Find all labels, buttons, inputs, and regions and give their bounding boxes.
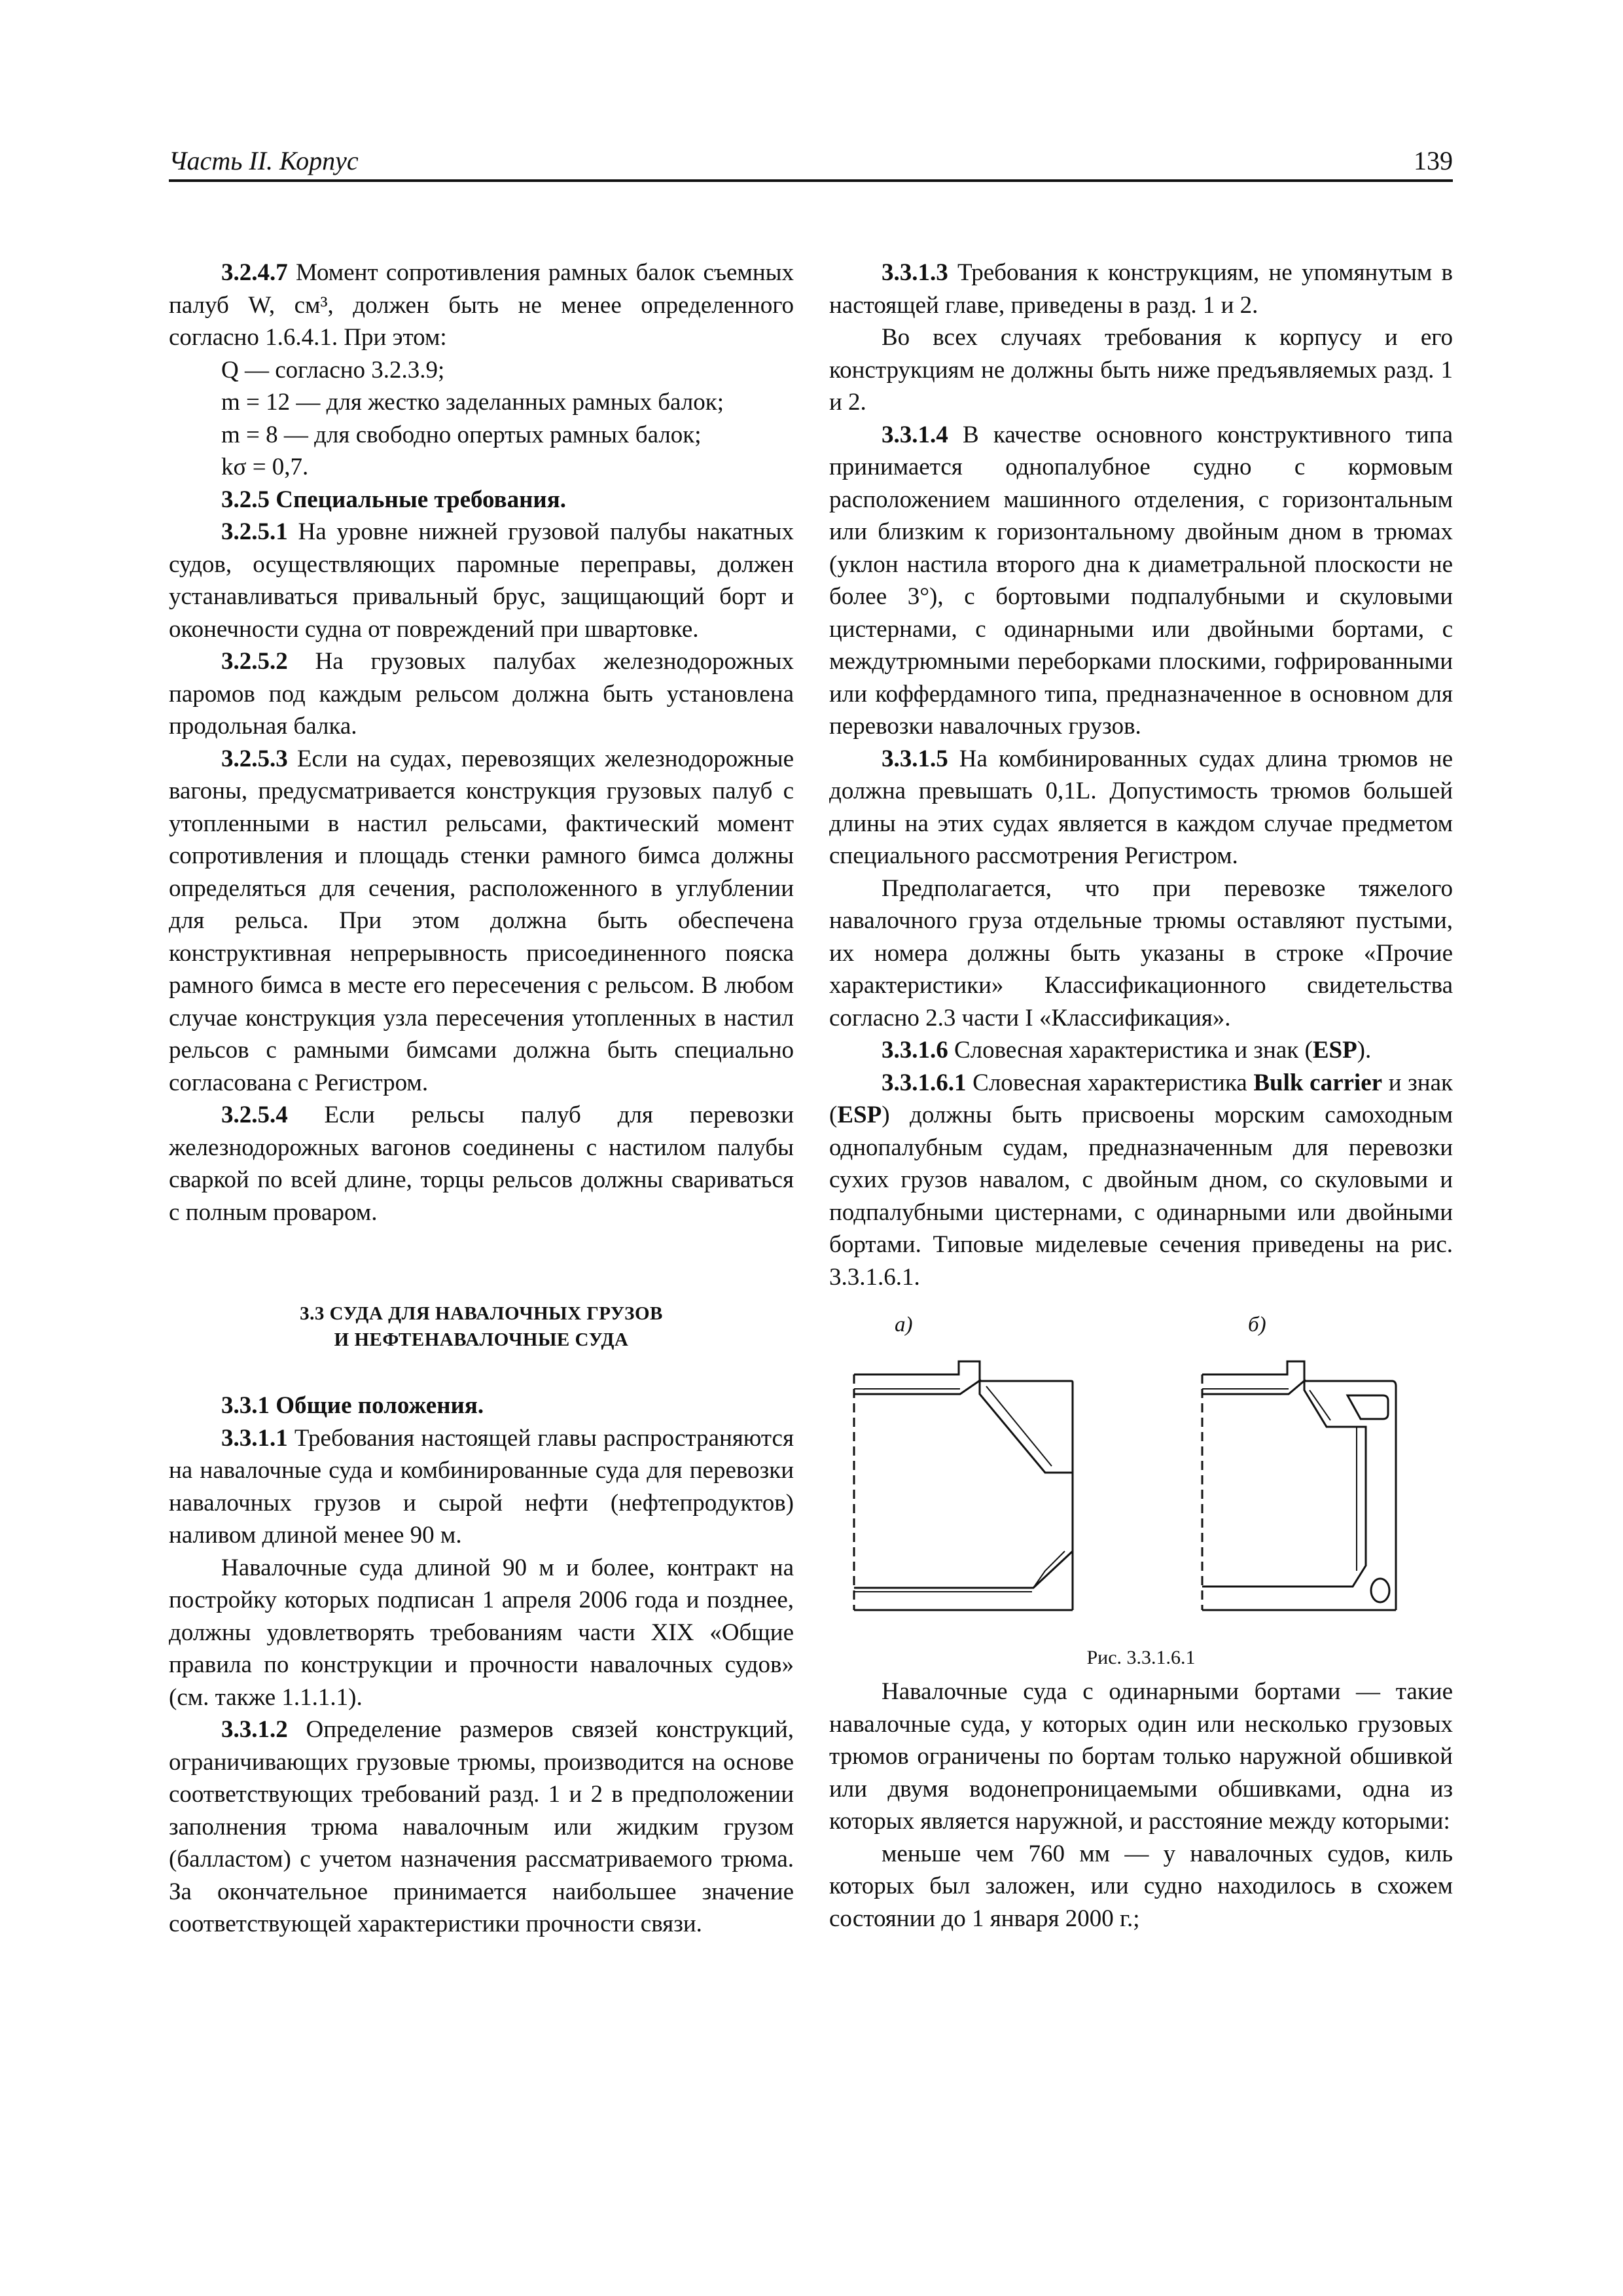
page-number: 139 <box>1414 146 1453 175</box>
paragraph-text: В качестве основного конструктивного типа принимается однопалубное судно с кормовым расположением машинного отделения, с горизонтальным или близким к горизонтальному двойным дном в трюмах (уклон настила второго дна к диаметральной плоскости не более 3°), с бортовыми подпалубными и скуловыми цистернами, с одинарными или двойными бортами, с междутрюмными переборками плоскими, гофрированными или коффердамного типа, предназначенное в основном для перевозки навалочных грузов. <box>829 421 1453 740</box>
clause-number: 3.3.1.1 <box>221 1424 288 1452</box>
paragraph-3-2-5-4 <box>169 1099 794 1229</box>
paragraph-3-2-5-2 <box>169 645 794 743</box>
paragraph-text: Если рельсы палуб для перевозки железнодорожных вагонов соединены с настилом палубы сваркой по всей длине, торцы рельсов должны свариваться с полным проваром. <box>169 1102 794 1226</box>
paragraph-text: На комбинированных судах длина трюмов не должна превышать 0,1L. Допустимость трюмов большей длины на этих судах является в каждом случае предметом специального рассмотрения Регистром. <box>829 745 1453 869</box>
figure-label-b: б) <box>1248 1313 1266 1336</box>
paragraph-single-side-definition: Навалочные суда с одинарными бортами — такие навалочные суда, у которых один или несколько грузовых трюмов ограничены по бортам только наружной обшивкой или двумя водонепроницаемыми обшивками, одна из которых является наружной, и расстояние между которыми: <box>829 1678 1453 1835</box>
midship-section-single-side <box>854 1361 1073 1610</box>
clause-number: 3.3.1.6 <box>882 1037 948 1064</box>
clause-number: 3.3.1.5 <box>882 745 948 772</box>
paragraph-bulk-carriers-90m: Навалочные суда длиной 90 м и более, контракт на постройку которых подписан 1 апреля 2006 года и позднее, должны удовлетворять требованиям части XIX «Общие правила по конструкции и прочности навалочных судов» (см. также 1.1.1.1). <box>169 1554 794 1711</box>
paragraph-3-2-5-3 <box>169 743 794 1100</box>
paragraph-text: и знак ( <box>829 1069 1453 1128</box>
paragraph-text: Момент сопротивления рамных балок съемных палуб W, см³, должен быть не менее определенного согласно 1.6.4.1. При этом: <box>169 259 794 351</box>
midship-sections-drawing <box>829 1335 1453 1636</box>
paragraph-text: Если на судах, перевозящих железнодорожные вагоны, предусматривается конструкция грузовых палуб с утопленными в настил рельсами, фактический момент сопротивления и площадь стенки рамного бимса должны определяться для сечения, расположенного в углублении для рельса. При этом должна быть обеспечена конструктивная непрерывность присоединенного пояска рамного бимса в месте его пересечения с рельсом. В любом случае конструкция узла пересечения утопленных в настил рельсов с рамными бимсами должна быть специально согласована с Регистром. <box>169 745 794 1096</box>
esp-mark: ESP <box>837 1102 882 1128</box>
paragraph-text: Требования к конструкциям, не упомянутым в настоящей главе, приведены в разд. 1 и 2. <box>829 259 1453 319</box>
formula-line-m12: m = 12 — для жестко заделанных рамных балок; <box>221 389 724 416</box>
clause-number: 3.3.1.6.1 <box>882 1069 967 1096</box>
paragraph-text: Определение размеров связей конструкций, ограничивающих грузовые трюмы, производится на основе соответствующих требований разд. 1 и 2 в предположении заполнения трюма навалочным или жидким грузом (балластом) с учетом назначения рассматриваемого трюма. За окончательное принимается наибольшее значение соответствующей характеристики прочности связи. <box>169 1716 794 1937</box>
paragraph-3-3-1-1 <box>169 1422 794 1552</box>
figure-caption: Рис. 3.3.1.6.1 <box>1086 1647 1196 1668</box>
paragraph-3-3-1-3 <box>829 257 1453 321</box>
clause-number: 3.3.1.3 <box>882 259 948 286</box>
clause-number: 3.2.5.2 <box>221 648 288 675</box>
paragraph-text: Словесная характеристика и знак ( <box>948 1037 1313 1064</box>
paragraph-requirements-all-cases: Во всех случаях требования к корпусу и его конструкциям не должны быть ниже предъявляемых разд. 1 и 2. <box>829 324 1453 416</box>
paragraph-text: На грузовых палубах железнодорожных паромов под каждым рельсом должна быть установлена продольная балка. <box>169 648 794 740</box>
paragraph-text-end: ). <box>1357 1037 1372 1064</box>
left-column <box>169 257 794 1941</box>
clause-number: 3.2.5.4 <box>221 1102 288 1128</box>
figure-3-3-1-6-1 <box>829 1309 1453 1676</box>
header-rule <box>169 179 1453 182</box>
formula-line-m8: m = 8 — для свободно опертых рамных балок; <box>221 421 702 448</box>
paragraph-text: На уровне нижней грузовой палубы накатных судов, осуществляющих паромные переправы, должен устанавливаться привальный брус, защищающий борт и оконечности судна от повреждений при швартовке. <box>169 518 794 643</box>
clause-number: 3.3.1.4 <box>882 421 948 448</box>
paragraph-3-3-1-4 <box>829 419 1453 743</box>
paragraph-3-2-4-7 <box>169 257 794 354</box>
paragraph-heavy-cargo: Предполагается, что при перевозке тяжелого навалочного груза отдельные трюмы оставляют пустыми, их номера должны быть указаны в строке «Прочие характеристики» Классификационного свидетельства согласно 2.3 части I «Классификация». <box>829 874 1453 1031</box>
clause-number: 3.2.4.7 <box>221 259 288 286</box>
subsection-heading-3-2-5: 3.2.5 Специальные требования. <box>221 486 566 513</box>
running-header-title: Часть II. Корпус <box>169 146 359 175</box>
formula-line-k-sigma: kσ = 0,7. <box>221 454 309 480</box>
paragraph-3-3-1-6 <box>829 1034 1453 1067</box>
paragraph-text: Словесная характеристика <box>966 1069 1254 1096</box>
figure-label-a: а) <box>895 1313 913 1336</box>
running-header <box>169 145 1453 181</box>
formula-line-q: Q — согласно 3.2.3.9; <box>221 356 445 384</box>
clause-number: 3.2.5.1 <box>221 518 288 545</box>
clause-number: 3.2.5.3 <box>221 745 288 772</box>
subsection-heading-3-3-1: 3.3.1 Общие положения. <box>221 1392 484 1419</box>
right-column <box>829 257 1453 1935</box>
esp-mark: ESP <box>1312 1037 1357 1064</box>
paragraph-text: Требования настоящей главы распространяются на навалочные суда и комбинированные суда для перевозки навалочных грузов и сырой нефти (нефтепродуктов) наливом длиной менее 90 м. <box>169 1424 794 1549</box>
clause-number: 3.3.1.2 <box>221 1716 288 1743</box>
paragraph-text: ) должны быть присвоены морским самоходным однопалубным судам, предназначенным для перевозки сухих грузов навалом, с двойным дном, со скуловыми и подпалубными цистернами, с одинарными или двойными бортами. Типовые миделевые сечения приведены на рис. 3.3.1.6.1. <box>829 1102 1453 1291</box>
paragraph-3-2-5-1 <box>169 516 794 645</box>
section-heading-line: 3.3 СУДА ДЛЯ НАВАЛОЧНЫХ ГРУЗОВ <box>300 1303 663 1324</box>
paragraph-3-3-1-5 <box>829 743 1453 872</box>
paragraph-3-3-1-2 <box>169 1713 794 1941</box>
paragraph-3-3-1-6-1 <box>829 1067 1453 1294</box>
section-heading-line: И НЕФТЕНАВАЛОЧНЫЕ СУДА <box>334 1329 629 1350</box>
paragraph-760mm: меньше чем 760 мм — у навалочных судов, киль которых был заложен, или судно находилось в схожем состоянии до 1 января 2000 г.; <box>829 1840 1453 1932</box>
midship-section-double-side <box>1202 1361 1396 1610</box>
section-heading-3-3 <box>169 1300 794 1353</box>
bulk-carrier-notation: Bulk carrier <box>1253 1069 1383 1096</box>
